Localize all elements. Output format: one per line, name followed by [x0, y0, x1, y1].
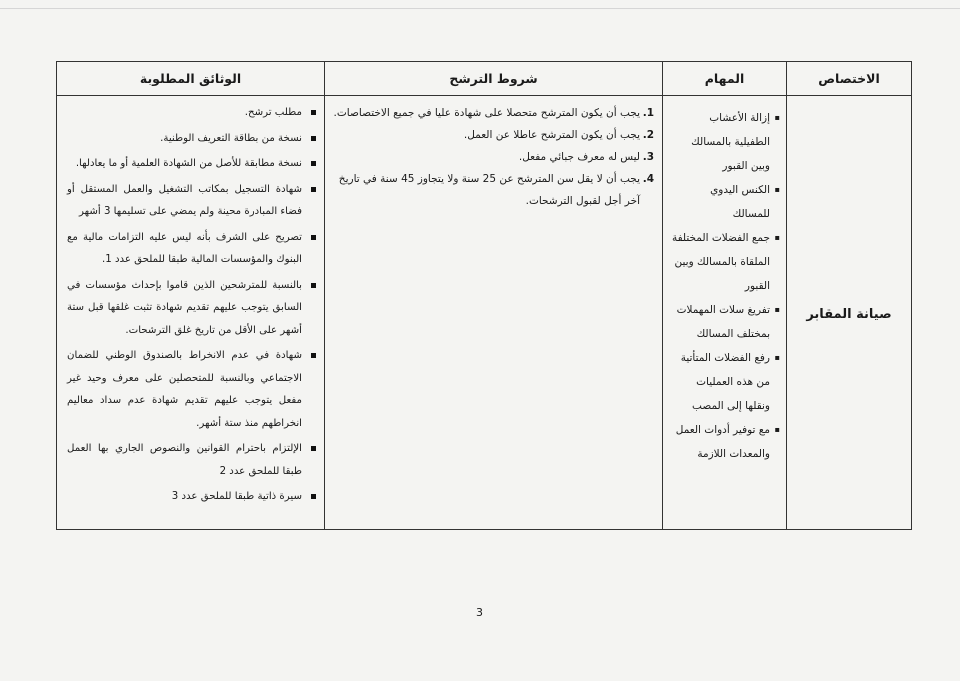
list-item: 2. يجب أن يكون المترشح عاطلا عن العمل. [463, 129, 654, 141]
list-item: ▪ تفريغ سلات المهملات بمختلف المسالك [671, 298, 780, 346]
bullet-icon: ▪ [774, 353, 780, 362]
list-item: الإلتزام باحترام القوانين والنصوص الجاري بها العمل طبقا للملحق عدد 2 [67, 438, 316, 483]
specialty-cell [787, 96, 912, 530]
square-bullet-icon [311, 110, 316, 115]
list-item: مطلب ترشح. [67, 102, 316, 125]
header-conditions: شروط الترشح [325, 62, 663, 96]
square-bullet-icon [311, 353, 316, 358]
bullet-icon: ▪ [774, 305, 780, 314]
list-item: 3. ليس له معرف جبائي مفعل. [518, 151, 654, 163]
conditions-list [333, 102, 654, 212]
bullet-icon: ▪ [774, 425, 780, 434]
square-bullet-icon [311, 494, 316, 499]
list-item: شهادة في عدم الانخراط بالصندوق الوطني للضمان الاجتماعي وبالنسبة للمتحصلين على معرف وحيد غير مفعل يتوجب عليهم تقديم شهادة عدم سداد معاليم انخراطهم منذ ستة أشهر. [67, 345, 316, 435]
list-item: ▪ مع توفير أدوات العمل والمعدات اللازمة [671, 418, 780, 466]
list-item: نسخة من بطاقة التعريف الوطنية. [67, 128, 316, 151]
square-bullet-icon [311, 136, 316, 141]
header-row [57, 62, 912, 96]
conditions-cell [325, 96, 663, 530]
bullet-icon: ▪ [774, 233, 780, 242]
specialty-name: صيانة المقابر [806, 307, 892, 322]
header-specialty: الاختصاص [787, 62, 912, 96]
top-edge [0, 0, 960, 9]
tasks-list [671, 106, 780, 466]
list-item: 4. يجب أن لا يقل سن المترشح عن 25 سنة ولا يتجاوز 45 سنة في تاريخ آخر أجل لقبول الترشحات. [338, 173, 654, 207]
bullet-icon: ▪ [774, 185, 780, 194]
square-bullet-icon [311, 283, 316, 288]
list-item: ▪ الكنس اليدوي للمسالك [671, 178, 780, 226]
list-item: ▪ إزالة الأعشاب الطفيلية بالمسالك وبين القبور [671, 106, 780, 178]
square-bullet-icon [311, 161, 316, 166]
header-tasks: المهام [663, 62, 787, 96]
list-item: نسخة مطابقة للأصل من الشهادة العلمية أو ما يعادلها. [67, 153, 316, 176]
list-item: سيرة ذاتية طبقا للملحق عدد 3 [67, 486, 316, 509]
bullet-icon: ▪ [774, 113, 780, 122]
header-documents: الوثائق المطلوبة [57, 62, 325, 96]
documents-list [67, 102, 316, 509]
page-number: 3 [476, 606, 483, 619]
list-item: تصريح على الشرف بأنه ليس عليه التزامات مالية مع البنوك والمؤسسات المالية طبقا للملحق عدد 1. [67, 227, 316, 272]
square-bullet-icon [311, 446, 316, 451]
list-item: شهادة التسجيل بمكاتب التشغيل والعمل المستقل أو فضاء المبادرة محينة ولم يمضي على تسليمها 3 أشهر [67, 179, 316, 224]
recruitment-table [56, 61, 912, 530]
square-bullet-icon [311, 235, 316, 240]
tasks-cell [663, 96, 787, 530]
table-row [57, 96, 912, 530]
documents-cell [57, 96, 325, 530]
list-item: 1. يجب أن يكون المترشح متحصلا على شهادة عليا في جميع الاختصاصات. [333, 107, 654, 119]
square-bullet-icon [311, 187, 316, 192]
list-item: ▪ رفع الفضلات المتأتية من هذه العمليات ونقلها إلى المصب [671, 346, 780, 418]
list-item: ▪ جمع الفضلات المختلفة الملقاة بالمسالك وبين القبور [671, 226, 780, 298]
list-item: بالنسبة للمترشحين الذين قاموا بإحداث مؤسسات في السابق يتوجب عليهم تقديم شهادة تثبت غلقها قبل ستة أشهر على الأقل من تاريخ غلق الترشحات. [67, 275, 316, 343]
